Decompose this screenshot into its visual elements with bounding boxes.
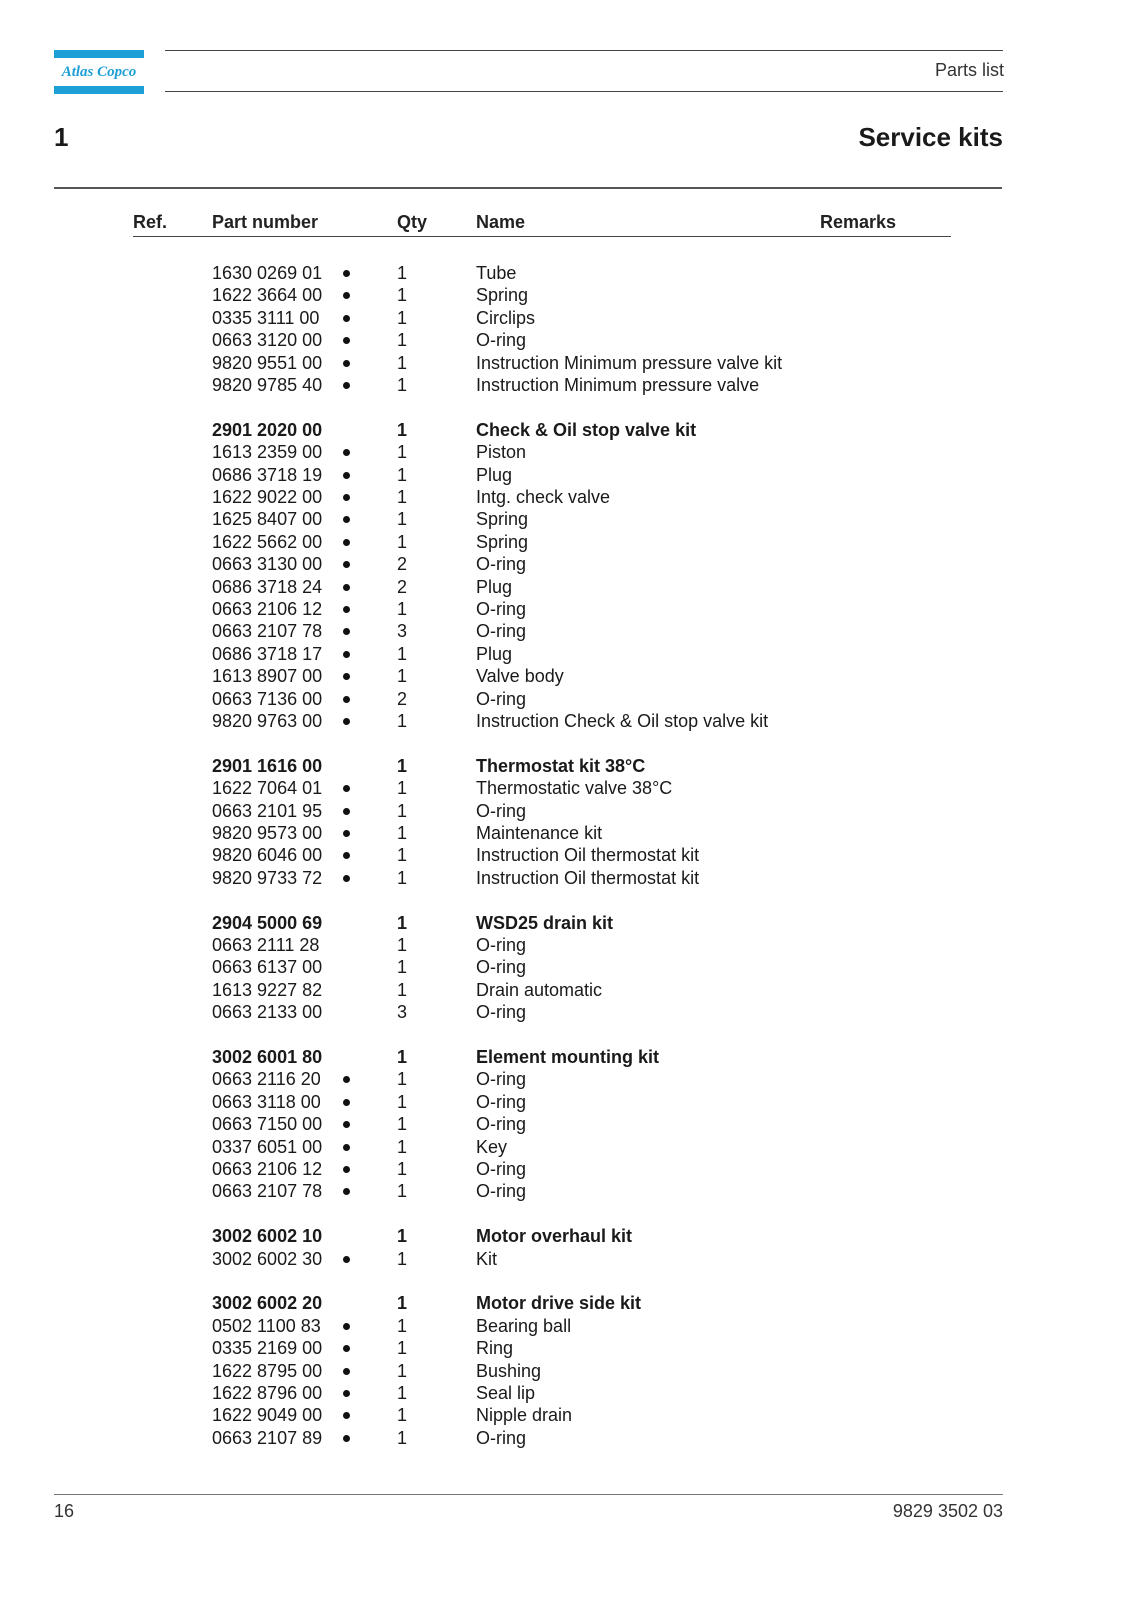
name-cell: O-ring bbox=[476, 1427, 527, 1448]
name-cell: Plug bbox=[476, 464, 513, 485]
part-number-cell: 0663 7136 00 bbox=[212, 688, 323, 709]
qty-cell: 1 bbox=[396, 1136, 407, 1157]
table-header-rule bbox=[133, 236, 951, 237]
part-number-cell: 9820 9785 40 bbox=[212, 375, 323, 395]
name-cell: Instruction Oil thermostat kit bbox=[476, 845, 700, 866]
qty-cell: 1 bbox=[396, 1360, 407, 1381]
table-row bbox=[0, 956, 1131, 978]
name-cell: Instruction Oil thermostat kit bbox=[476, 867, 700, 888]
part-number-cell: 2901 1616 00 bbox=[212, 755, 323, 776]
table-row bbox=[0, 284, 1131, 306]
name-cell: Plug bbox=[476, 576, 513, 597]
part-number-cell: 0663 2106 12 bbox=[212, 1159, 323, 1179]
part-number-cell: 3002 6002 30 bbox=[212, 1248, 323, 1269]
qty-cell: 1 bbox=[396, 531, 407, 552]
bullet-icon bbox=[343, 606, 350, 613]
name-cell: Valve body bbox=[476, 666, 564, 687]
table-row bbox=[0, 576, 1131, 598]
bullet-icon bbox=[343, 875, 350, 882]
name-cell: O-ring bbox=[476, 1114, 527, 1135]
name-cell: O-ring bbox=[476, 1069, 527, 1090]
name-cell: Drain automatic bbox=[476, 979, 603, 1000]
name-cell: O-ring bbox=[476, 621, 527, 642]
name-cell: Instruction Minimum pressure valve bbox=[476, 375, 760, 395]
table-row bbox=[0, 374, 1131, 396]
table-row bbox=[0, 441, 1131, 463]
qty-cell: 1 bbox=[396, 1047, 407, 1067]
header-title: Parts list bbox=[934, 60, 1004, 80]
bullet-icon bbox=[343, 1368, 350, 1375]
name-cell: Maintenance kit bbox=[476, 823, 603, 843]
qty-cell: 2 bbox=[396, 576, 407, 597]
qty-cell: 1 bbox=[396, 375, 407, 395]
table-row bbox=[0, 800, 1131, 822]
footer-rule bbox=[54, 1494, 1003, 1495]
table-row bbox=[0, 934, 1131, 956]
name-cell: Thermostat kit 38°C bbox=[476, 755, 646, 776]
bullet-icon bbox=[343, 808, 350, 815]
name-cell: O-ring bbox=[476, 1091, 527, 1112]
qty-cell: 1 bbox=[396, 755, 407, 776]
qty-cell: 1 bbox=[396, 778, 407, 799]
table-row bbox=[0, 1382, 1131, 1404]
kit-header-row bbox=[0, 755, 1131, 777]
qty-cell: 1 bbox=[396, 935, 407, 955]
part-number-cell: 0663 2116 20 bbox=[212, 1069, 321, 1090]
bullet-icon bbox=[343, 337, 350, 344]
part-number-cell: 0335 2169 00 bbox=[212, 1338, 323, 1359]
table-row bbox=[0, 598, 1131, 620]
chapter-number: 1 bbox=[54, 122, 69, 152]
part-number-cell: 1622 9022 00 bbox=[212, 487, 323, 507]
part-number-cell: 1622 8796 00 bbox=[212, 1383, 323, 1403]
table-row bbox=[0, 620, 1131, 642]
header-rule-top bbox=[165, 50, 1003, 51]
qty-cell: 1 bbox=[396, 307, 407, 328]
table-row bbox=[0, 1427, 1131, 1449]
name-cell: Circlips bbox=[476, 307, 536, 328]
footer-document-number: 9829 3502 03 bbox=[892, 1501, 1003, 1521]
qty-cell: 1 bbox=[396, 1159, 407, 1179]
name-cell: Element mounting kit bbox=[476, 1047, 660, 1067]
bullet-icon bbox=[343, 539, 350, 546]
column-header-remarks: Remarks bbox=[820, 212, 897, 232]
chapter-title: Service kits bbox=[858, 122, 1003, 152]
qty-cell: 1 bbox=[396, 1248, 407, 1269]
qty-cell: 1 bbox=[396, 643, 407, 664]
bullet-icon bbox=[343, 1390, 350, 1397]
bullet-icon bbox=[343, 1435, 350, 1442]
name-cell: O-ring bbox=[476, 1181, 527, 1202]
bullet-icon bbox=[343, 852, 350, 859]
qty-cell: 1 bbox=[396, 912, 407, 933]
part-number-cell: 0663 3130 00 bbox=[212, 554, 323, 575]
bullet-icon bbox=[343, 1188, 350, 1195]
table-row bbox=[0, 1404, 1131, 1426]
part-number-cell: 1613 9227 82 bbox=[212, 979, 323, 1000]
column-header-ref: Ref. bbox=[133, 212, 168, 232]
table-row bbox=[0, 710, 1131, 732]
part-number-cell: 9820 9573 00 bbox=[212, 823, 323, 843]
qty-cell: 1 bbox=[396, 979, 407, 1000]
kit-header-row bbox=[0, 912, 1131, 934]
bullet-icon bbox=[343, 270, 350, 277]
qty-cell: 1 bbox=[396, 1405, 407, 1426]
qty-cell: 1 bbox=[396, 823, 407, 843]
qty-cell: 3 bbox=[396, 621, 407, 642]
name-cell: O-ring bbox=[476, 599, 527, 619]
part-number-cell: 1622 3664 00 bbox=[212, 285, 323, 306]
part-number-cell: 0663 2111 28 bbox=[212, 935, 320, 955]
bullet-icon bbox=[343, 1323, 350, 1330]
name-cell: O-ring bbox=[476, 957, 527, 978]
bullet-icon bbox=[343, 315, 350, 322]
table-row bbox=[0, 553, 1131, 575]
table-row bbox=[0, 1091, 1131, 1113]
name-cell: Thermostatic valve 38°C bbox=[476, 778, 673, 799]
qty-cell: 1 bbox=[396, 1114, 407, 1135]
table-row bbox=[0, 1136, 1131, 1158]
bullet-icon bbox=[343, 718, 350, 725]
part-number-cell: 2901 2020 00 bbox=[212, 419, 323, 440]
part-number-cell: 0663 2133 00 bbox=[212, 1002, 323, 1023]
table-row bbox=[0, 979, 1131, 1001]
table-row bbox=[0, 1315, 1131, 1337]
part-number-cell: 0686 3718 17 bbox=[212, 643, 323, 664]
table-row bbox=[0, 1180, 1131, 1202]
logo-wordmark: Atlas Copco bbox=[61, 64, 137, 80]
name-cell: Bushing bbox=[476, 1360, 542, 1381]
name-cell: O-ring bbox=[476, 554, 527, 575]
table-row bbox=[0, 1158, 1131, 1180]
qty-cell: 1 bbox=[396, 1315, 407, 1336]
bullet-icon bbox=[343, 1256, 350, 1263]
chapter-rule bbox=[54, 187, 1002, 189]
part-number-cell: 1613 2359 00 bbox=[212, 442, 323, 463]
name-cell: Tube bbox=[476, 263, 517, 283]
kit-header-row bbox=[0, 1292, 1131, 1314]
footer-page-number: 16 bbox=[54, 1501, 75, 1521]
header-rule-bottom bbox=[165, 91, 1003, 92]
name-cell: O-ring bbox=[476, 688, 527, 709]
table-row bbox=[0, 464, 1131, 486]
part-number-cell: 1630 0269 01 bbox=[212, 263, 323, 283]
part-number-cell: 0663 3120 00 bbox=[212, 330, 323, 351]
part-number-cell: 9820 6046 00 bbox=[212, 845, 323, 866]
table-row bbox=[0, 1113, 1131, 1135]
part-number-cell: 0337 6051 00 bbox=[212, 1136, 323, 1157]
part-number-cell: 0663 3118 00 bbox=[212, 1091, 321, 1112]
table-row bbox=[0, 688, 1131, 710]
kit-header-row bbox=[0, 1046, 1131, 1068]
part-number-cell: 3002 6002 20 bbox=[212, 1293, 323, 1314]
column-header-qty: Qty bbox=[397, 212, 428, 232]
name-cell: Key bbox=[476, 1136, 508, 1157]
bullet-icon bbox=[343, 1345, 350, 1352]
name-cell: O-ring bbox=[476, 1159, 527, 1179]
bullet-icon bbox=[343, 628, 350, 635]
bullet-icon bbox=[343, 1121, 350, 1128]
part-number-cell: 2904 5000 69 bbox=[212, 912, 323, 933]
part-number-cell: 0335 3111 00 bbox=[212, 307, 320, 328]
qty-cell: 1 bbox=[396, 509, 407, 530]
bullet-icon bbox=[343, 292, 350, 299]
qty-cell: 1 bbox=[396, 1293, 407, 1314]
qty-cell: 1 bbox=[396, 464, 407, 485]
qty-cell: 1 bbox=[396, 442, 407, 463]
part-number-cell: 0663 2107 78 bbox=[212, 1181, 323, 1202]
bullet-icon bbox=[343, 1166, 350, 1173]
name-cell: Instruction Check & Oil stop valve kit bbox=[476, 711, 769, 731]
table-row bbox=[0, 1248, 1131, 1270]
bullet-icon bbox=[343, 696, 350, 703]
bullet-icon bbox=[343, 472, 350, 479]
part-number-cell: 3002 6001 80 bbox=[212, 1047, 323, 1067]
part-number-cell: 0663 2101 95 bbox=[212, 800, 323, 821]
bullet-icon bbox=[343, 382, 350, 389]
table-row bbox=[0, 1068, 1131, 1090]
name-cell: Plug bbox=[476, 643, 513, 664]
qty-cell: 2 bbox=[396, 554, 407, 575]
table-row bbox=[0, 844, 1131, 866]
table-row bbox=[0, 777, 1131, 799]
table-row bbox=[0, 352, 1131, 374]
qty-cell: 1 bbox=[396, 867, 407, 888]
qty-cell: 1 bbox=[396, 285, 407, 306]
name-cell: Seal lip bbox=[476, 1383, 536, 1403]
table-row bbox=[0, 1337, 1131, 1359]
name-cell: O-ring bbox=[476, 935, 527, 955]
part-number-cell: 1622 7064 01 bbox=[212, 778, 323, 799]
qty-cell: 1 bbox=[396, 419, 407, 440]
part-number-cell: 0663 7150 00 bbox=[212, 1114, 323, 1135]
qty-cell: 1 bbox=[396, 487, 407, 507]
bullet-icon bbox=[343, 830, 350, 837]
part-number-cell: 9820 9733 72 bbox=[212, 867, 323, 888]
name-cell: Motor overhaul kit bbox=[476, 1226, 633, 1247]
qty-cell: 1 bbox=[396, 666, 407, 687]
qty-cell: 1 bbox=[396, 352, 407, 373]
name-cell: Spring bbox=[476, 285, 529, 306]
part-number-cell: 1625 8407 00 bbox=[212, 509, 323, 530]
table-row bbox=[0, 508, 1131, 530]
qty-cell: 1 bbox=[396, 1091, 407, 1112]
name-cell: WSD25 drain kit bbox=[476, 912, 614, 933]
table-row bbox=[0, 531, 1131, 553]
atlas-copco-logo bbox=[54, 50, 144, 94]
name-cell: Nipple drain bbox=[476, 1405, 573, 1426]
qty-cell: 1 bbox=[396, 1069, 407, 1090]
bullet-icon bbox=[343, 785, 350, 792]
name-cell: Check & Oil stop valve kit bbox=[476, 419, 697, 440]
table-row bbox=[0, 867, 1131, 889]
qty-cell: 1 bbox=[396, 1338, 407, 1359]
qty-cell: 1 bbox=[396, 1383, 407, 1403]
part-number-cell: 0686 3718 19 bbox=[212, 464, 323, 485]
qty-cell: 1 bbox=[396, 845, 407, 866]
bullet-icon bbox=[343, 651, 350, 658]
table-row bbox=[0, 822, 1131, 844]
bullet-icon bbox=[343, 494, 350, 501]
bullet-icon bbox=[343, 1076, 350, 1083]
table-row bbox=[0, 262, 1131, 284]
qty-cell: 2 bbox=[396, 688, 407, 709]
name-cell: Piston bbox=[476, 442, 527, 463]
name-cell: O-ring bbox=[476, 330, 527, 351]
qty-cell: 1 bbox=[396, 263, 407, 283]
part-number-cell: 1622 5662 00 bbox=[212, 531, 323, 552]
name-cell: Spring bbox=[476, 509, 529, 530]
qty-cell: 1 bbox=[396, 1427, 407, 1448]
part-number-cell: 9820 9763 00 bbox=[212, 711, 323, 731]
part-number-cell: 1622 9049 00 bbox=[212, 1405, 323, 1426]
part-number-cell: 0663 6137 00 bbox=[212, 957, 323, 978]
bullet-icon bbox=[343, 1099, 350, 1106]
table-row bbox=[0, 643, 1131, 665]
qty-cell: 1 bbox=[396, 599, 407, 619]
part-number-cell: 0502 1100 83 bbox=[212, 1315, 321, 1336]
name-cell: Ring bbox=[476, 1338, 514, 1359]
qty-cell: 1 bbox=[396, 1181, 407, 1202]
part-number-cell: 0686 3718 24 bbox=[212, 576, 323, 597]
qty-cell: 1 bbox=[396, 330, 407, 351]
name-cell: Spring bbox=[476, 531, 529, 552]
qty-cell: 1 bbox=[396, 957, 407, 978]
qty-cell: 3 bbox=[396, 1002, 407, 1023]
qty-cell: 1 bbox=[396, 711, 407, 731]
bullet-icon bbox=[343, 449, 350, 456]
bullet-icon bbox=[343, 516, 350, 523]
table-row bbox=[0, 665, 1131, 687]
kit-header-row bbox=[0, 419, 1131, 441]
part-number-cell: 0663 2106 12 bbox=[212, 599, 323, 619]
name-cell: Motor drive side kit bbox=[476, 1293, 642, 1314]
part-number-cell: 0663 2107 78 bbox=[212, 621, 323, 642]
bullet-icon bbox=[343, 360, 350, 367]
column-header-name: Name bbox=[476, 212, 526, 232]
qty-cell: 1 bbox=[396, 800, 407, 821]
part-number-cell: 3002 6002 10 bbox=[212, 1226, 323, 1247]
column-header-part-number: Part number bbox=[212, 212, 319, 232]
part-number-cell: 0663 2107 89 bbox=[212, 1427, 323, 1448]
name-cell: Bearing ball bbox=[476, 1315, 572, 1336]
name-cell: Kit bbox=[476, 1248, 498, 1269]
qty-cell: 1 bbox=[396, 1226, 407, 1247]
table-row bbox=[0, 1360, 1131, 1382]
table-row bbox=[0, 486, 1131, 508]
kit-header-row bbox=[0, 1225, 1131, 1247]
table-row bbox=[0, 329, 1131, 351]
bullet-icon bbox=[343, 1144, 350, 1151]
bullet-icon bbox=[343, 1412, 350, 1419]
name-cell: Instruction Minimum pressure valve kit bbox=[476, 352, 783, 373]
bullet-icon bbox=[343, 584, 350, 591]
name-cell: O-ring bbox=[476, 800, 527, 821]
bullet-icon bbox=[343, 561, 350, 568]
bullet-icon bbox=[343, 673, 350, 680]
name-cell: Intg. check valve bbox=[476, 487, 611, 507]
part-number-cell: 9820 9551 00 bbox=[212, 352, 323, 373]
table-row bbox=[0, 307, 1131, 329]
logo-bar-top bbox=[54, 50, 144, 58]
table-row bbox=[0, 1001, 1131, 1023]
part-number-cell: 1613 8907 00 bbox=[212, 666, 323, 687]
part-number-cell: 1622 8795 00 bbox=[212, 1360, 323, 1381]
name-cell: O-ring bbox=[476, 1002, 527, 1023]
logo-bar-bottom bbox=[54, 86, 144, 94]
